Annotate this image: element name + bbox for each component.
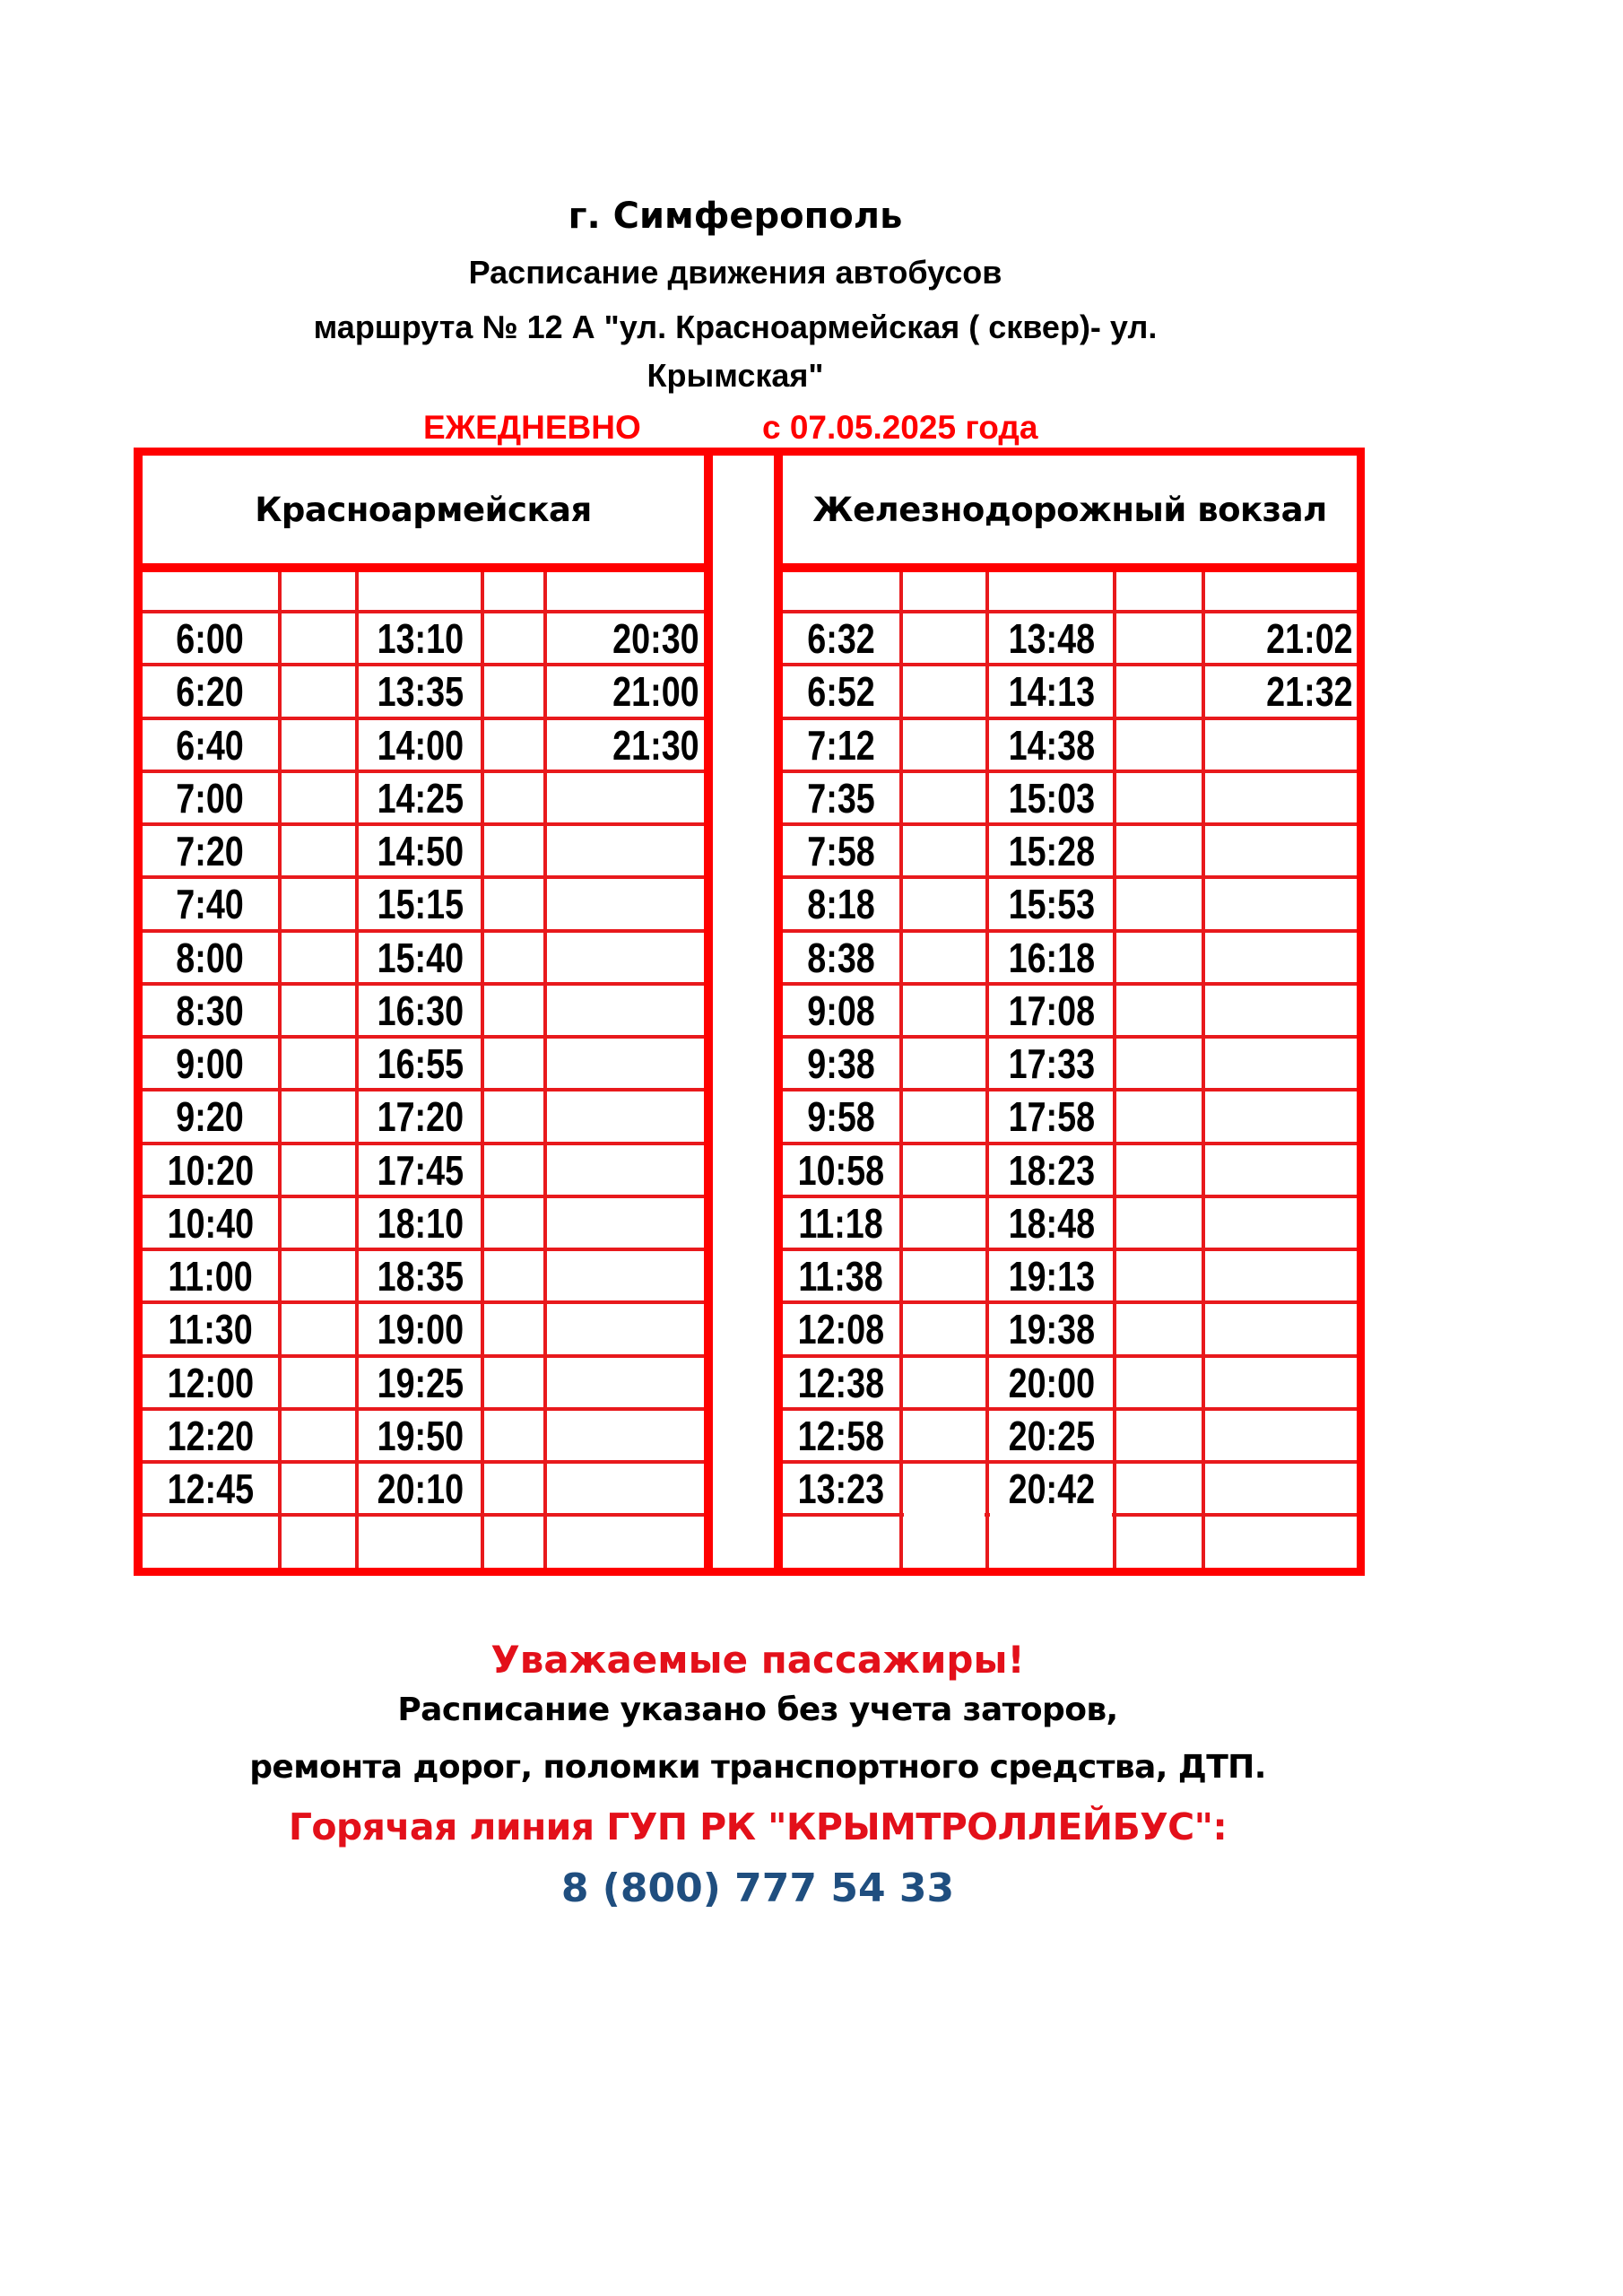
departure-time-text: 16:55 <box>377 1040 464 1087</box>
departure-time-text: 9:58 <box>807 1093 875 1141</box>
departures-grid <box>783 572 1357 1568</box>
departure-time <box>359 826 482 876</box>
departure-time-text: 21:32 <box>1266 668 1353 716</box>
departure-time <box>359 1145 482 1196</box>
departure-time-text: 18:35 <box>377 1253 464 1300</box>
departure-time-text: 21:02 <box>1266 615 1353 662</box>
days-label: ЕЖЕДНЕВНО <box>423 409 641 446</box>
departure-time <box>783 666 899 717</box>
departure-time <box>359 933 482 983</box>
departure-time <box>359 1411 482 1461</box>
departure-time <box>783 826 899 876</box>
departure-time-text: 14:38 <box>1008 721 1096 769</box>
departure-time <box>783 986 899 1036</box>
departure-time <box>359 986 482 1036</box>
departures-grid <box>143 572 704 1568</box>
departure-time <box>359 1039 482 1089</box>
departure-time <box>783 1145 899 1196</box>
departure-time <box>989 720 1115 770</box>
column-divider <box>278 572 282 1568</box>
column-divider <box>899 572 903 1568</box>
departure-time-text: 12:45 <box>167 1465 254 1512</box>
departure-time <box>783 613 899 664</box>
departure-time-text: 14:25 <box>377 774 464 822</box>
departure-time-text: 7:40 <box>176 881 245 928</box>
departure-time-text: 10:40 <box>167 1199 254 1247</box>
departure-time <box>989 1198 1115 1248</box>
departure-time-text: 20:42 <box>1008 1465 1096 1512</box>
departure-time-text: 15:28 <box>1008 828 1096 874</box>
departure-time-text: 6:40 <box>176 721 245 769</box>
departure-time <box>359 1091 482 1142</box>
departure-time <box>783 1304 899 1354</box>
departure-time <box>359 666 482 717</box>
departure-time <box>143 1251 278 1301</box>
departure-time <box>143 1304 278 1354</box>
departure-time <box>359 1464 482 1514</box>
departure-time <box>143 1464 278 1514</box>
departure-time <box>989 986 1115 1036</box>
departure-time-text: 14:13 <box>1008 668 1096 716</box>
disclaimer-line2: ремонта дорог, поломки транспортного средства, ДТП. <box>249 1749 1266 1786</box>
departure-time-text: 12:20 <box>167 1412 254 1459</box>
departure-time <box>359 773 482 823</box>
departure-time <box>989 1358 1115 1408</box>
departure-time-text: 6:20 <box>176 668 245 716</box>
departure-time <box>143 1358 278 1408</box>
departure-time <box>359 1251 482 1301</box>
departure-time-text: 9:00 <box>176 1040 245 1087</box>
departure-time <box>989 666 1115 717</box>
departure-time <box>143 826 278 876</box>
departure-time-text: 19:50 <box>377 1412 464 1459</box>
departure-time <box>989 1411 1115 1461</box>
departure-time-text: 7:20 <box>176 828 245 874</box>
departure-time-text: 7:00 <box>176 774 245 822</box>
departure-time-text: 13:35 <box>377 668 464 716</box>
schedule-subtitle: Расписание движения автобусов <box>468 254 1002 291</box>
departure-time-text: 16:30 <box>377 987 464 1034</box>
departure-time-text: 11:38 <box>798 1253 884 1300</box>
departure-time-text: 20:25 <box>1008 1412 1096 1459</box>
departure-time-text: 19:38 <box>1008 1306 1096 1353</box>
departure-time-text: 11:00 <box>168 1253 253 1300</box>
departure-time-text: 19:00 <box>377 1306 464 1353</box>
departure-time-text: 6:52 <box>807 668 875 716</box>
timetable-panel-railway-station <box>783 456 1357 1568</box>
departure-time-text: 13:48 <box>1008 615 1096 662</box>
departure-time <box>359 1358 482 1408</box>
departure-time <box>547 666 699 717</box>
departure-time <box>143 1198 278 1248</box>
departure-time-text: 6:32 <box>807 615 875 662</box>
panel-gap <box>713 456 774 1568</box>
departure-time-text: 12:00 <box>167 1359 254 1406</box>
departure-time <box>783 1411 899 1461</box>
departure-time-text: 17:33 <box>1008 1040 1096 1087</box>
departure-time-text: 9:20 <box>176 1093 245 1141</box>
header-divider <box>143 563 704 572</box>
departure-time-text: 10:58 <box>797 1146 885 1194</box>
departure-time-text: 20:10 <box>377 1465 464 1512</box>
departure-time <box>783 1251 899 1301</box>
departure-time <box>989 1145 1115 1196</box>
departure-time-text: 21:00 <box>612 668 699 716</box>
departure-time-text: 11:30 <box>168 1306 253 1353</box>
departure-time-text: 17:20 <box>377 1093 464 1141</box>
departure-time <box>783 1358 899 1408</box>
departure-time-text: 9:38 <box>807 1040 875 1087</box>
departure-time-text: 13:23 <box>797 1465 885 1512</box>
departure-time <box>783 879 899 929</box>
stop-header: Железнодорожный вокзал <box>812 490 1327 529</box>
departure-time <box>989 933 1115 983</box>
departure-time-text: 14:00 <box>377 721 464 769</box>
departure-time-text: 15:03 <box>1008 774 1096 822</box>
departure-time <box>143 933 278 983</box>
departure-time <box>783 1464 899 1514</box>
hotline-label: Горячая линия ГУП РК "КРЫМТРОЛЛЕЙБУС": <box>288 1805 1228 1848</box>
departure-time <box>989 1304 1115 1354</box>
departure-time-text: 20:00 <box>1008 1359 1096 1406</box>
stop-header: Красноармейская <box>255 490 592 529</box>
disclaimer-line1: Расписание указано без учета заторов, <box>397 1692 1118 1728</box>
departure-time <box>1205 666 1353 717</box>
departure-time-text: 19:25 <box>377 1359 464 1406</box>
departure-time-text: 18:23 <box>1008 1146 1096 1194</box>
header-divider <box>783 563 1357 572</box>
departure-time <box>143 613 278 664</box>
departure-time <box>143 986 278 1036</box>
departure-time-text: 9:08 <box>807 987 875 1034</box>
departure-time-text: 15:40 <box>377 934 464 981</box>
timetable <box>134 448 1365 1576</box>
column-divider <box>1202 572 1205 1568</box>
departure-time-text: 15:15 <box>377 881 464 928</box>
departure-time <box>143 1145 278 1196</box>
departure-time <box>359 879 482 929</box>
departure-time-text: 13:10 <box>377 615 464 662</box>
valid-from-label: с 07.05.2025 года <box>762 409 1038 446</box>
departure-time <box>143 1039 278 1089</box>
departure-time <box>783 1091 899 1142</box>
departure-time-text: 8:00 <box>176 934 245 981</box>
departure-time-text: 15:53 <box>1008 881 1096 928</box>
departure-time <box>783 933 899 983</box>
departure-time <box>359 613 482 664</box>
departure-time-text: 18:48 <box>1008 1199 1096 1247</box>
departure-time-text: 14:50 <box>377 828 464 874</box>
city-title: г. Симферополь <box>568 196 903 237</box>
departure-time-text: 12:08 <box>797 1306 885 1353</box>
departure-time <box>783 1198 899 1248</box>
departure-time-text: 8:38 <box>807 934 875 981</box>
route-name-line1: маршрута № 12 А "ул. Красноармейская ( сквер)- ул. <box>313 309 1158 345</box>
departure-time <box>989 773 1115 823</box>
departure-time <box>1205 613 1353 664</box>
timetable-panel-krasnoarmeyskaya <box>143 456 704 1568</box>
hotline-phone: 8 (800) 777 54 33 <box>560 1866 955 1911</box>
departure-time <box>783 720 899 770</box>
departure-time <box>143 773 278 823</box>
departure-time <box>359 720 482 770</box>
departure-time-text: 19:13 <box>1008 1253 1096 1300</box>
departure-time <box>359 1198 482 1248</box>
departure-time <box>989 1091 1115 1142</box>
departure-time-text: 7:35 <box>807 774 875 822</box>
departure-time <box>143 1091 278 1142</box>
departure-time <box>143 1411 278 1461</box>
departure-time <box>989 826 1115 876</box>
departure-time-text: 18:10 <box>377 1199 464 1247</box>
departure-time <box>143 666 278 717</box>
departure-time-text: 10:20 <box>167 1146 254 1194</box>
departure-time-text: 20:30 <box>612 615 699 662</box>
passengers-greeting: Уважаемые пассажиры! <box>490 1638 1025 1682</box>
departure-time-text: 8:18 <box>807 881 875 928</box>
departure-time <box>143 720 278 770</box>
departure-time <box>143 879 278 929</box>
departure-time-text: 17:58 <box>1008 1093 1096 1141</box>
departure-time-text: 17:08 <box>1008 987 1096 1034</box>
route-name-line2: Крымская" <box>647 357 824 394</box>
departure-time-text: 12:38 <box>797 1359 885 1406</box>
departure-time <box>989 1039 1115 1089</box>
departure-time <box>547 720 699 770</box>
departure-time <box>989 1464 1115 1514</box>
departure-time <box>989 1251 1115 1301</box>
departure-time-text: 7:58 <box>807 828 875 874</box>
departure-time-text: 7:12 <box>807 721 875 769</box>
departure-time-text: 8:30 <box>176 987 245 1034</box>
departure-time <box>989 613 1115 664</box>
departure-time-text: 21:30 <box>612 721 699 769</box>
departure-time <box>783 773 899 823</box>
departure-time-text: 17:45 <box>377 1146 464 1194</box>
departure-time <box>547 613 699 664</box>
merged-cell <box>904 1469 985 1533</box>
departure-time <box>783 1039 899 1089</box>
departure-time <box>359 1304 482 1354</box>
departure-time <box>989 879 1115 929</box>
departure-time-text: 6:00 <box>176 615 245 662</box>
departure-time-text: 11:18 <box>798 1199 884 1247</box>
departure-time-text: 16:18 <box>1008 934 1096 981</box>
departure-time-text: 12:58 <box>797 1412 885 1459</box>
